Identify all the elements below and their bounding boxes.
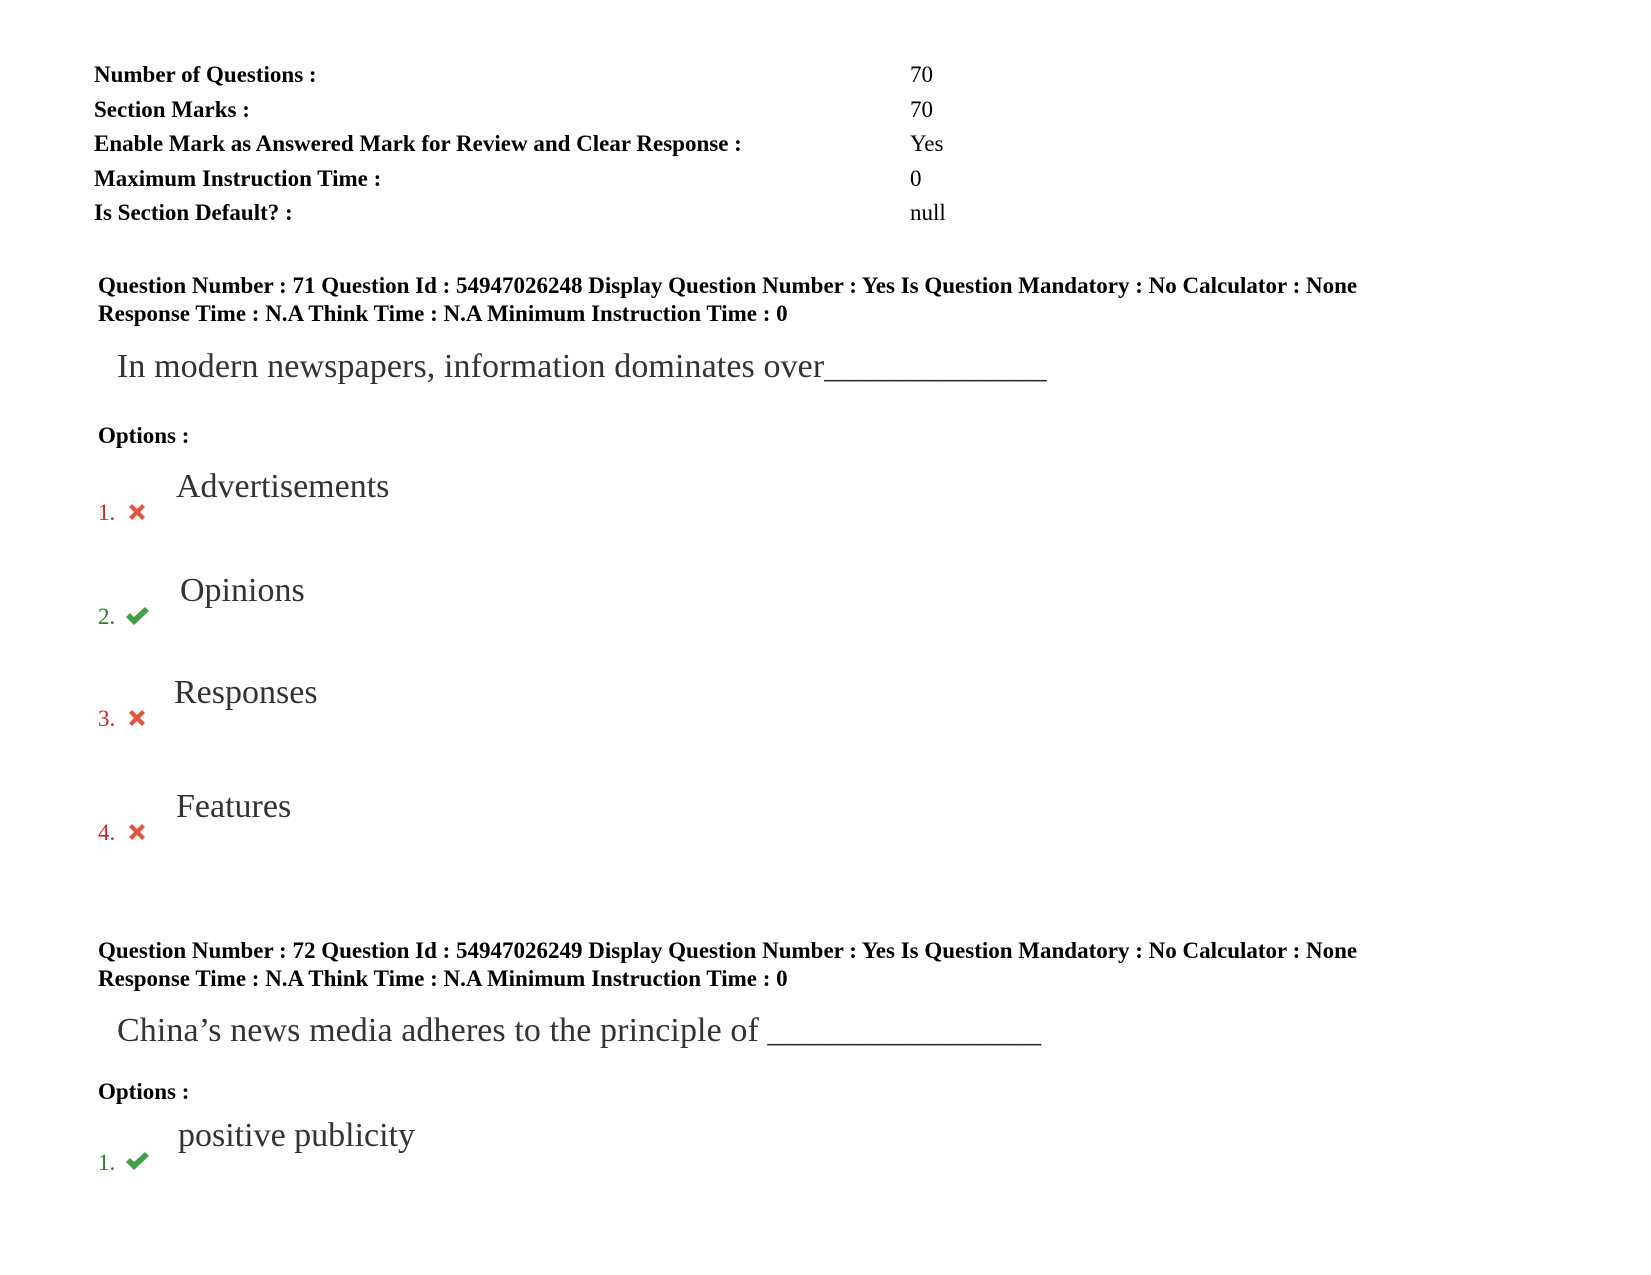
section-info-table [94, 58, 946, 231]
info-value: null [910, 200, 946, 226]
option-text: positive publicity [178, 1117, 416, 1154]
cross-icon [124, 500, 150, 526]
question-72-options-label-block [98, 1079, 1618, 1105]
option-text: Responses [174, 674, 318, 711]
question-72-text-block [98, 1012, 1618, 1050]
info-value: Yes [910, 131, 944, 157]
options-label: Options : [98, 1079, 190, 1104]
info-row-section-marks [94, 93, 946, 128]
question-text: In modern newspapers, information dominates over_____________ [117, 348, 1047, 385]
option-text: Opinions [180, 572, 305, 609]
question-meta-line1: Question Number : 71 Question Id : 54947026248 Display Question Number : Yes Is Question Mandatory : No Calculator : None [98, 273, 1358, 298]
question-72-header [98, 937, 1618, 993]
option-number: 3. [98, 706, 116, 731]
info-row-max-instruction-time [94, 162, 946, 197]
question-meta-line2: Response Time : N.A Think Time : N.A Minimum Instruction Time : 0 [98, 301, 788, 326]
check-icon [124, 604, 150, 630]
info-label: Maximum Instruction Time : [94, 165, 382, 191]
question-71-text-block [98, 348, 1618, 386]
cross-icon [124, 706, 150, 732]
question-71-header [98, 272, 1618, 328]
info-value: 70 [910, 96, 933, 122]
options-label: Options : [98, 423, 190, 448]
info-row-enable-mark [94, 127, 946, 162]
info-value: 0 [910, 165, 922, 191]
info-value: 70 [910, 62, 933, 88]
option-text: Features [176, 788, 292, 825]
info-label: Section Marks : [94, 96, 250, 122]
question-text: China’s news media adheres to the principle of ________________ [117, 1012, 1042, 1049]
info-label: Enable Mark as Answered Mark for Review and Clear Response : [94, 131, 742, 157]
option-number: 4. [98, 820, 116, 845]
question-71-options-label-block [98, 423, 1618, 449]
option-number: 1. [98, 1150, 116, 1175]
option-number: 1. [98, 500, 116, 525]
option-number: 2. [98, 604, 116, 629]
info-row-number-of-questions [94, 58, 946, 93]
info-row-section-default [94, 196, 946, 231]
question-meta-line1: Question Number : 72 Question Id : 54947026249 Display Question Number : Yes Is Question Mandatory : No Calculator : None [98, 938, 1358, 963]
info-label: Number of Questions : [94, 62, 317, 88]
question-meta-line2: Response Time : N.A Think Time : N.A Minimum Instruction Time : 0 [98, 966, 788, 991]
info-label: Is Section Default? : [94, 200, 293, 226]
option-text: Advertisements [176, 468, 390, 505]
check-icon [124, 1149, 150, 1175]
cross-icon [124, 820, 150, 846]
